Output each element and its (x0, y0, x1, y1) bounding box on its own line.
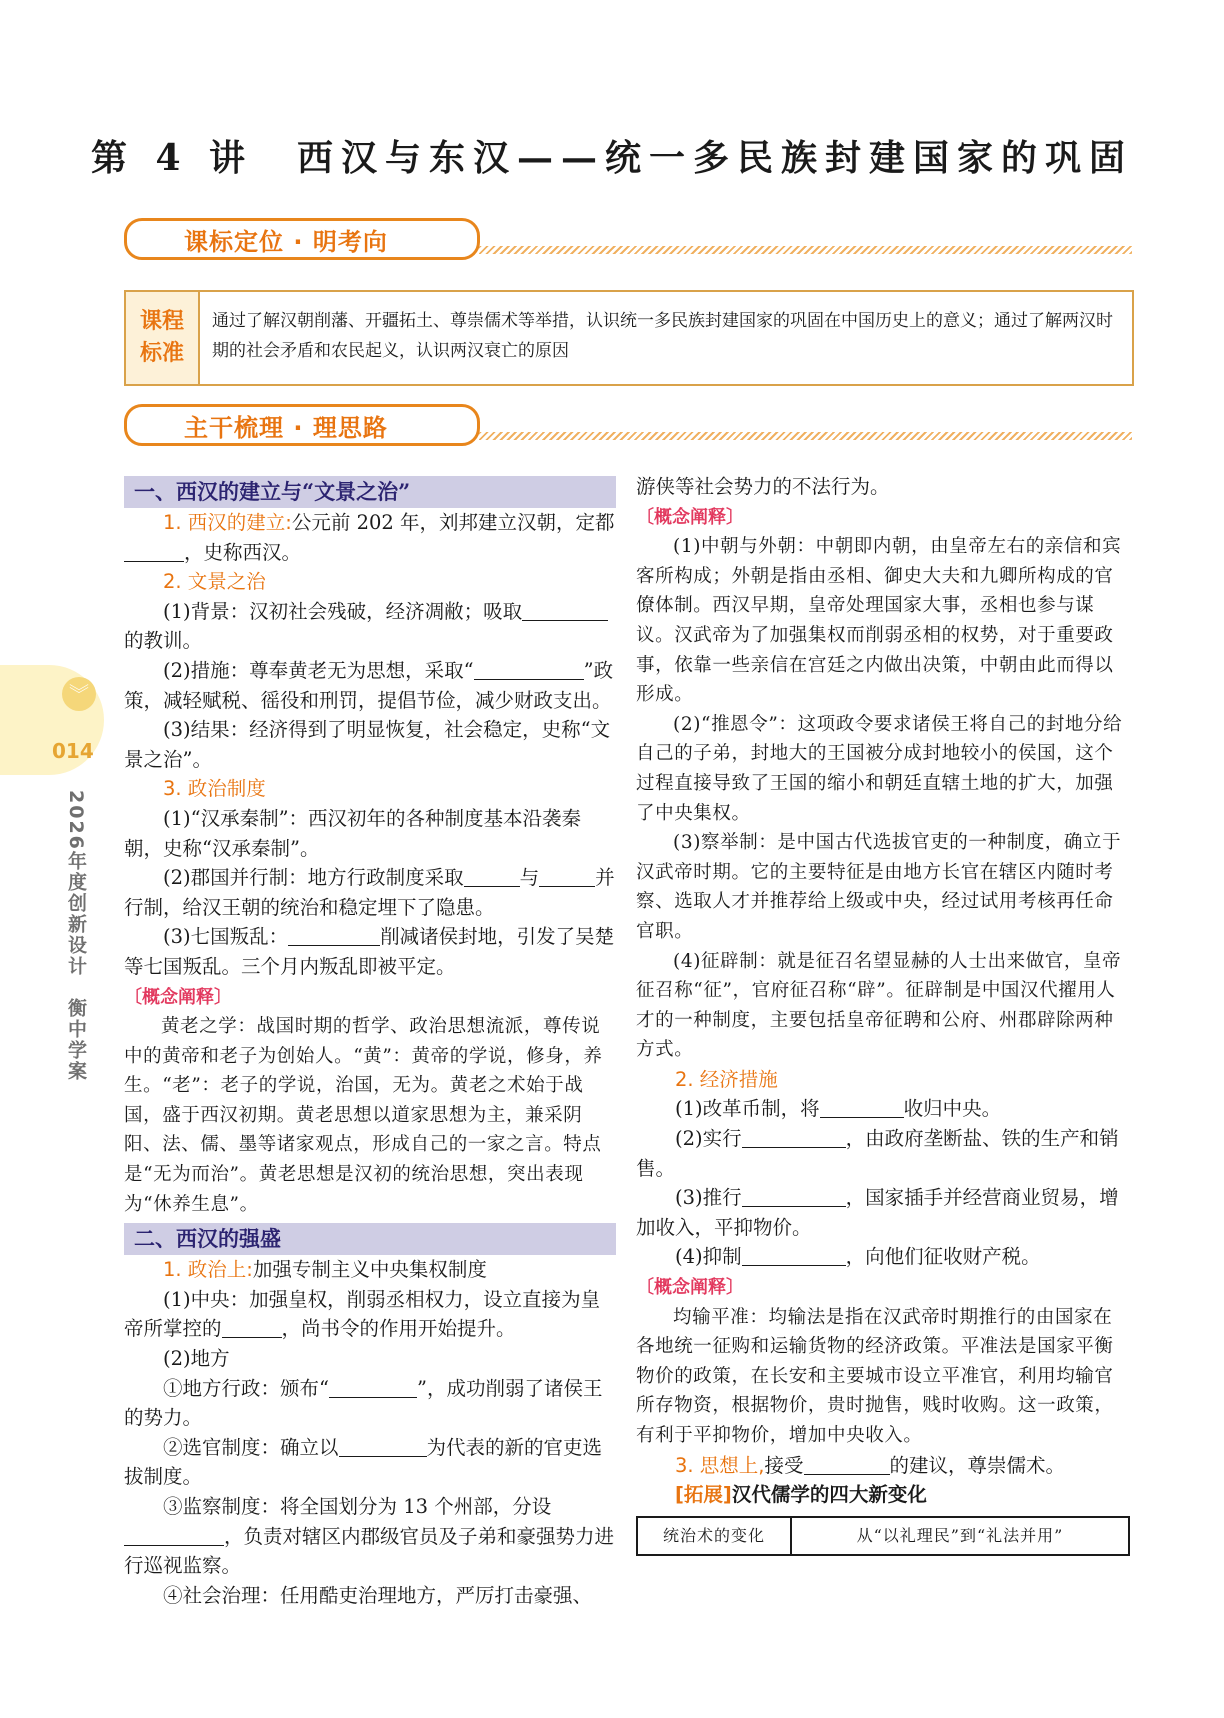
chevron-down-icon: ︾ (62, 677, 96, 711)
extension-heading: [拓展]汉代儒学的四大新变化 (675, 1483, 927, 1507)
subheading: 2. 经济措施 (675, 1067, 778, 1091)
concept-text: (3)察举制：是中国古代选拔官吏的一种制度，确立于汉武帝时期。它的主要特征是由地方长官在辖区内随时考察、选取人才并推荐给上级或中央，经过试用考核再任命官职。 (636, 832, 1122, 942)
section-label: 主干梳理 · 理思路 (184, 414, 388, 442)
heading-section-1: 一、西汉的建立与“文景之治” (124, 476, 616, 508)
paragraph: (1)改革币制，将 收归中央。 (675, 1097, 1002, 1121)
concept-text: (1)中朝与外朝：中朝即内朝，由皇帝左右的亲信和宾客所构成；外朝是指由丞相、御史大夫和九卿所构成的官僚体制。西汉早期，皇帝处理国家大事，丞相也参与谋议。汉武帝为了加强集权而削弱丞相的权势，对于重要政事，依靠一些亲信在宫廷之内做出决策，中朝由此而得以形成。 (636, 536, 1122, 706)
section-header-standards (124, 218, 1132, 268)
page-tab (0, 665, 104, 775)
page-title: 第 4 讲 西汉与东汉——统一多民族封建国家的巩固 (90, 137, 1134, 179)
left-column (124, 472, 616, 1610)
hatch-divider (479, 246, 1132, 254)
subheading: 3. 政治制度 (163, 777, 266, 801)
paragraph: 1. 西汉的建立:公元前 202 年，刘邦建立汉朝，定都，史称西汉。 (124, 508, 616, 567)
paragraph: (2)地方 (163, 1347, 230, 1371)
table-row (637, 1517, 1129, 1555)
concept-text: (4)征辟制：就是征召名望显赫的人士出来做官，皇帝征召称“征”，官府征召称“辟”。征辟制是中国汉代擢用人才的一种制度，主要包括皇帝征聘和公府、州郡辟除两种方式。 (636, 950, 1122, 1061)
concept-text: 黄老之学：战国时期的哲学、政治思想流派，尊传说中的黄帝和老子为创始人。“黄”：黄帝的学说，修身，养生。“老”：老子的学说，治国，无为。黄老之术始于战国，盛于西汉初期。黄老思想以道家思想为主，兼采阴阳、法、儒、墨等诸家观点，形成自己的一家之言。特点是“无为而治”。黄老思想是汉初的统治思想，突出表现为“休养生息”。 (124, 1016, 603, 1215)
concept-label: 〔概念阐释〕 (636, 1277, 744, 1299)
section-header-outline (124, 404, 1132, 454)
paragraph: ③监察制度：将全国划分为 13 个州部，分设，负责对辖区内郡级官员及子弟和豪强势力进行巡视监察。 (124, 1495, 615, 1578)
extension-table (636, 1516, 1130, 1556)
concept-text: (2)“推恩令”：这项政令要求诸侯王将自己的封地分给自己的子弟，封地大的王国被分成封地较小的侯国，这个过程直接导致了王国的缩小和朝廷直辖土地的扩大，加强了中央集权。 (636, 713, 1123, 824)
table-cell: 统治术的变化 (637, 1517, 791, 1555)
paragraph: (1)“汉承秦制”：西汉初年的各种制度基本沿袭秦朝，史称“汉承秦制”。 (124, 806, 582, 860)
paragraph: 3. 思想上,接受 的建议，尊崇儒术。 (675, 1453, 1066, 1477)
standard-text: 通过了解汉朝削藩、开疆拓土、尊崇儒术等举措，认识统一多民族封建国家的巩固在中国历史上的意义；通过了解两汉时期的社会矛盾和农民起义，认识两汉衰亡的原因 (212, 311, 1113, 361)
paragraph: (2)郡国并行制：地方行政制度采取 与 并行制，给汉王朝的统治和稳定埋下了隐患。 (124, 866, 615, 919)
paragraph: (2)措施：尊奉黄老无为思想，采取“ ”政策，减轻赋税、徭役和刑罚，提倡节俭，减少财政支出。 (124, 658, 614, 712)
paragraph: 游侠等社会势力的不法行为。 (636, 475, 890, 498)
paragraph: (1)背景：汉初社会残破，经济凋敝；吸取的教训。 (124, 597, 616, 656)
paragraph: ②选官制度：确立以 为代表的新的官吏选拔制度。 (124, 1435, 603, 1489)
table-cell: 从“以礼理民”到“礼法并用” (791, 1517, 1129, 1555)
book-title-vertical: 2026年度创新设计 衡中学案 (65, 790, 87, 1082)
concept-label: 〔概念阐释〕 (124, 986, 232, 1008)
hatch-divider (479, 432, 1132, 440)
heading-section-2: 二、西汉的强盛 (124, 1223, 616, 1255)
paragraph: ④社会治理：任用酷吏治理地方，严厉打击豪强、 (163, 1583, 593, 1607)
paragraph: 1. 政治上:加强专制主义中央集权制度 (163, 1258, 487, 1282)
page-number: 014 (52, 739, 94, 763)
paragraph: (4)抑制 ，向他们征收财产税。 (675, 1245, 1041, 1269)
standard-label: 课程标准 (126, 292, 200, 384)
paragraph: (3)结果：经济得到了明显恢复，社会稳定，史称“文景之治”。 (124, 718, 611, 771)
concept-text: 均输平准：均输法是指在汉武帝时期推行的由国家在各地统一征购和运输货物的经济政策。平准法是国家平衡物价的政策，在长安和主要城市设立平准官，利用均输官所存物资，根据物价，贵时抛售，贱时收购。这一政策，有利于平抑物价，增加中央收入。 (636, 1306, 1114, 1446)
section-label: 课标定位 · 明考向 (184, 228, 388, 256)
concept-label: 〔概念阐释〕 (636, 506, 744, 528)
paragraph: (2)实行 ，由政府垄断盐、铁的生产和销售。 (636, 1127, 1119, 1180)
paragraph: (1)中央：加强皇权，削弱丞相权力，设立直接为皇帝所掌控的 ，尚书令的作用开始提升。 (124, 1287, 601, 1341)
right-column (636, 472, 1130, 1556)
paragraph: (3)推行 ，国家插手并经营商业贸易，增加收入，平抑物价。 (636, 1186, 1119, 1239)
paragraph: ①地方行政：颁布“ ”，成功削弱了诸侯王的势力。 (124, 1376, 603, 1430)
subheading: 2. 文景之治 (163, 570, 266, 594)
curriculum-standard-box (124, 290, 1134, 386)
paragraph: (3)七国叛乱： 削减诸侯封地，引发了吴楚等七国叛乱。三个月内叛乱即被平定。 (124, 925, 615, 978)
